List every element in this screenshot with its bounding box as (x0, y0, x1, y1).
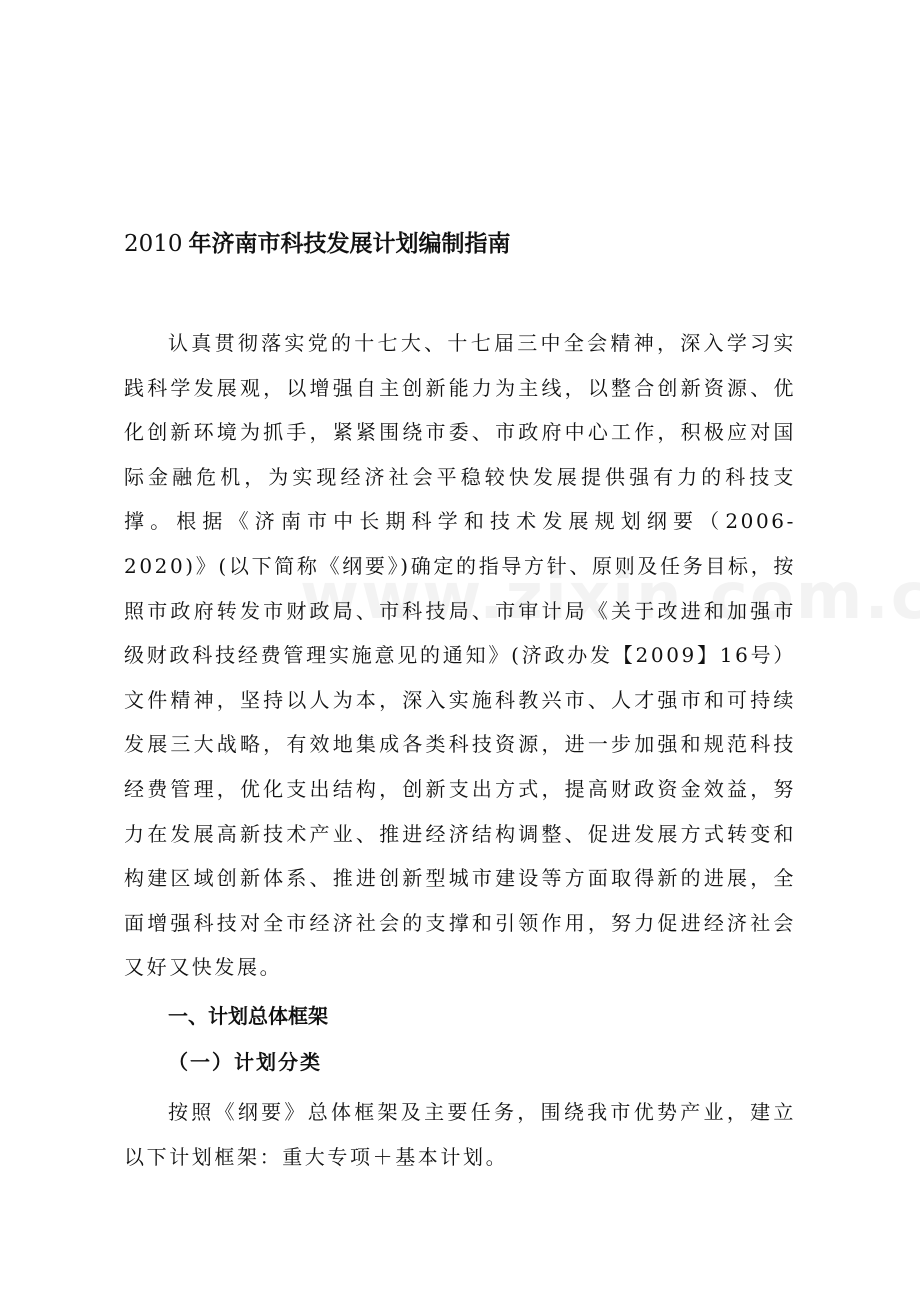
title-text: 年济南市科技发展计划编制指南 (188, 231, 511, 257)
intro-paragraph: 认真贯彻落实党的十七大、十七届三中全会精神，深入学习实践科学发展观，以增强自主创新能力为主线，以整合创新资源、优化创新环境为抓手，紧紧围绕市委、市政府中心工作，积极应对国际金融危机，为实现经济社会平稳较快发展提供强有力的科技支撑。根据《济南市中长期科学和技术发展规划纲要（2006-2020)》(以下简称《纲要》)确定的指导方针、原则及任务目标，按照市政府转发市财政局、市科技局、市审计局《关于改进和加强市级财政科技经费管理实施意见的通知》(济政办发【2009】16号）文件精神，坚持以人为本，深入实施科教兴市、人才强市和可持续发展三大战略，有效地集成各类科技资源，进一步加强和规范科技经费管理，优化支出结构，创新支出方式，提高财政资金效益，努力在发展高新技术产业、推进经济结构调整、促进发展方式转变和构建区域创新体系、推进创新型城市建设等方面取得新的进展，全面增强科技对全市经济社会的支撑和引领作用，努力促进经济社会又好又快发展。 (124, 331, 796, 980)
document-title (124, 226, 804, 262)
section-heading-framework: 一、计划总体框架 (168, 1004, 328, 1028)
subsection-heading-classification: （一）计划分类 (168, 1050, 322, 1074)
classification-paragraph: 按照《纲要》总体框架及主要任务，围绕我市优势产业，建立以下计划框架：重大专项＋基本计划。 (124, 1100, 796, 1169)
title-year: 2010 (124, 231, 183, 257)
